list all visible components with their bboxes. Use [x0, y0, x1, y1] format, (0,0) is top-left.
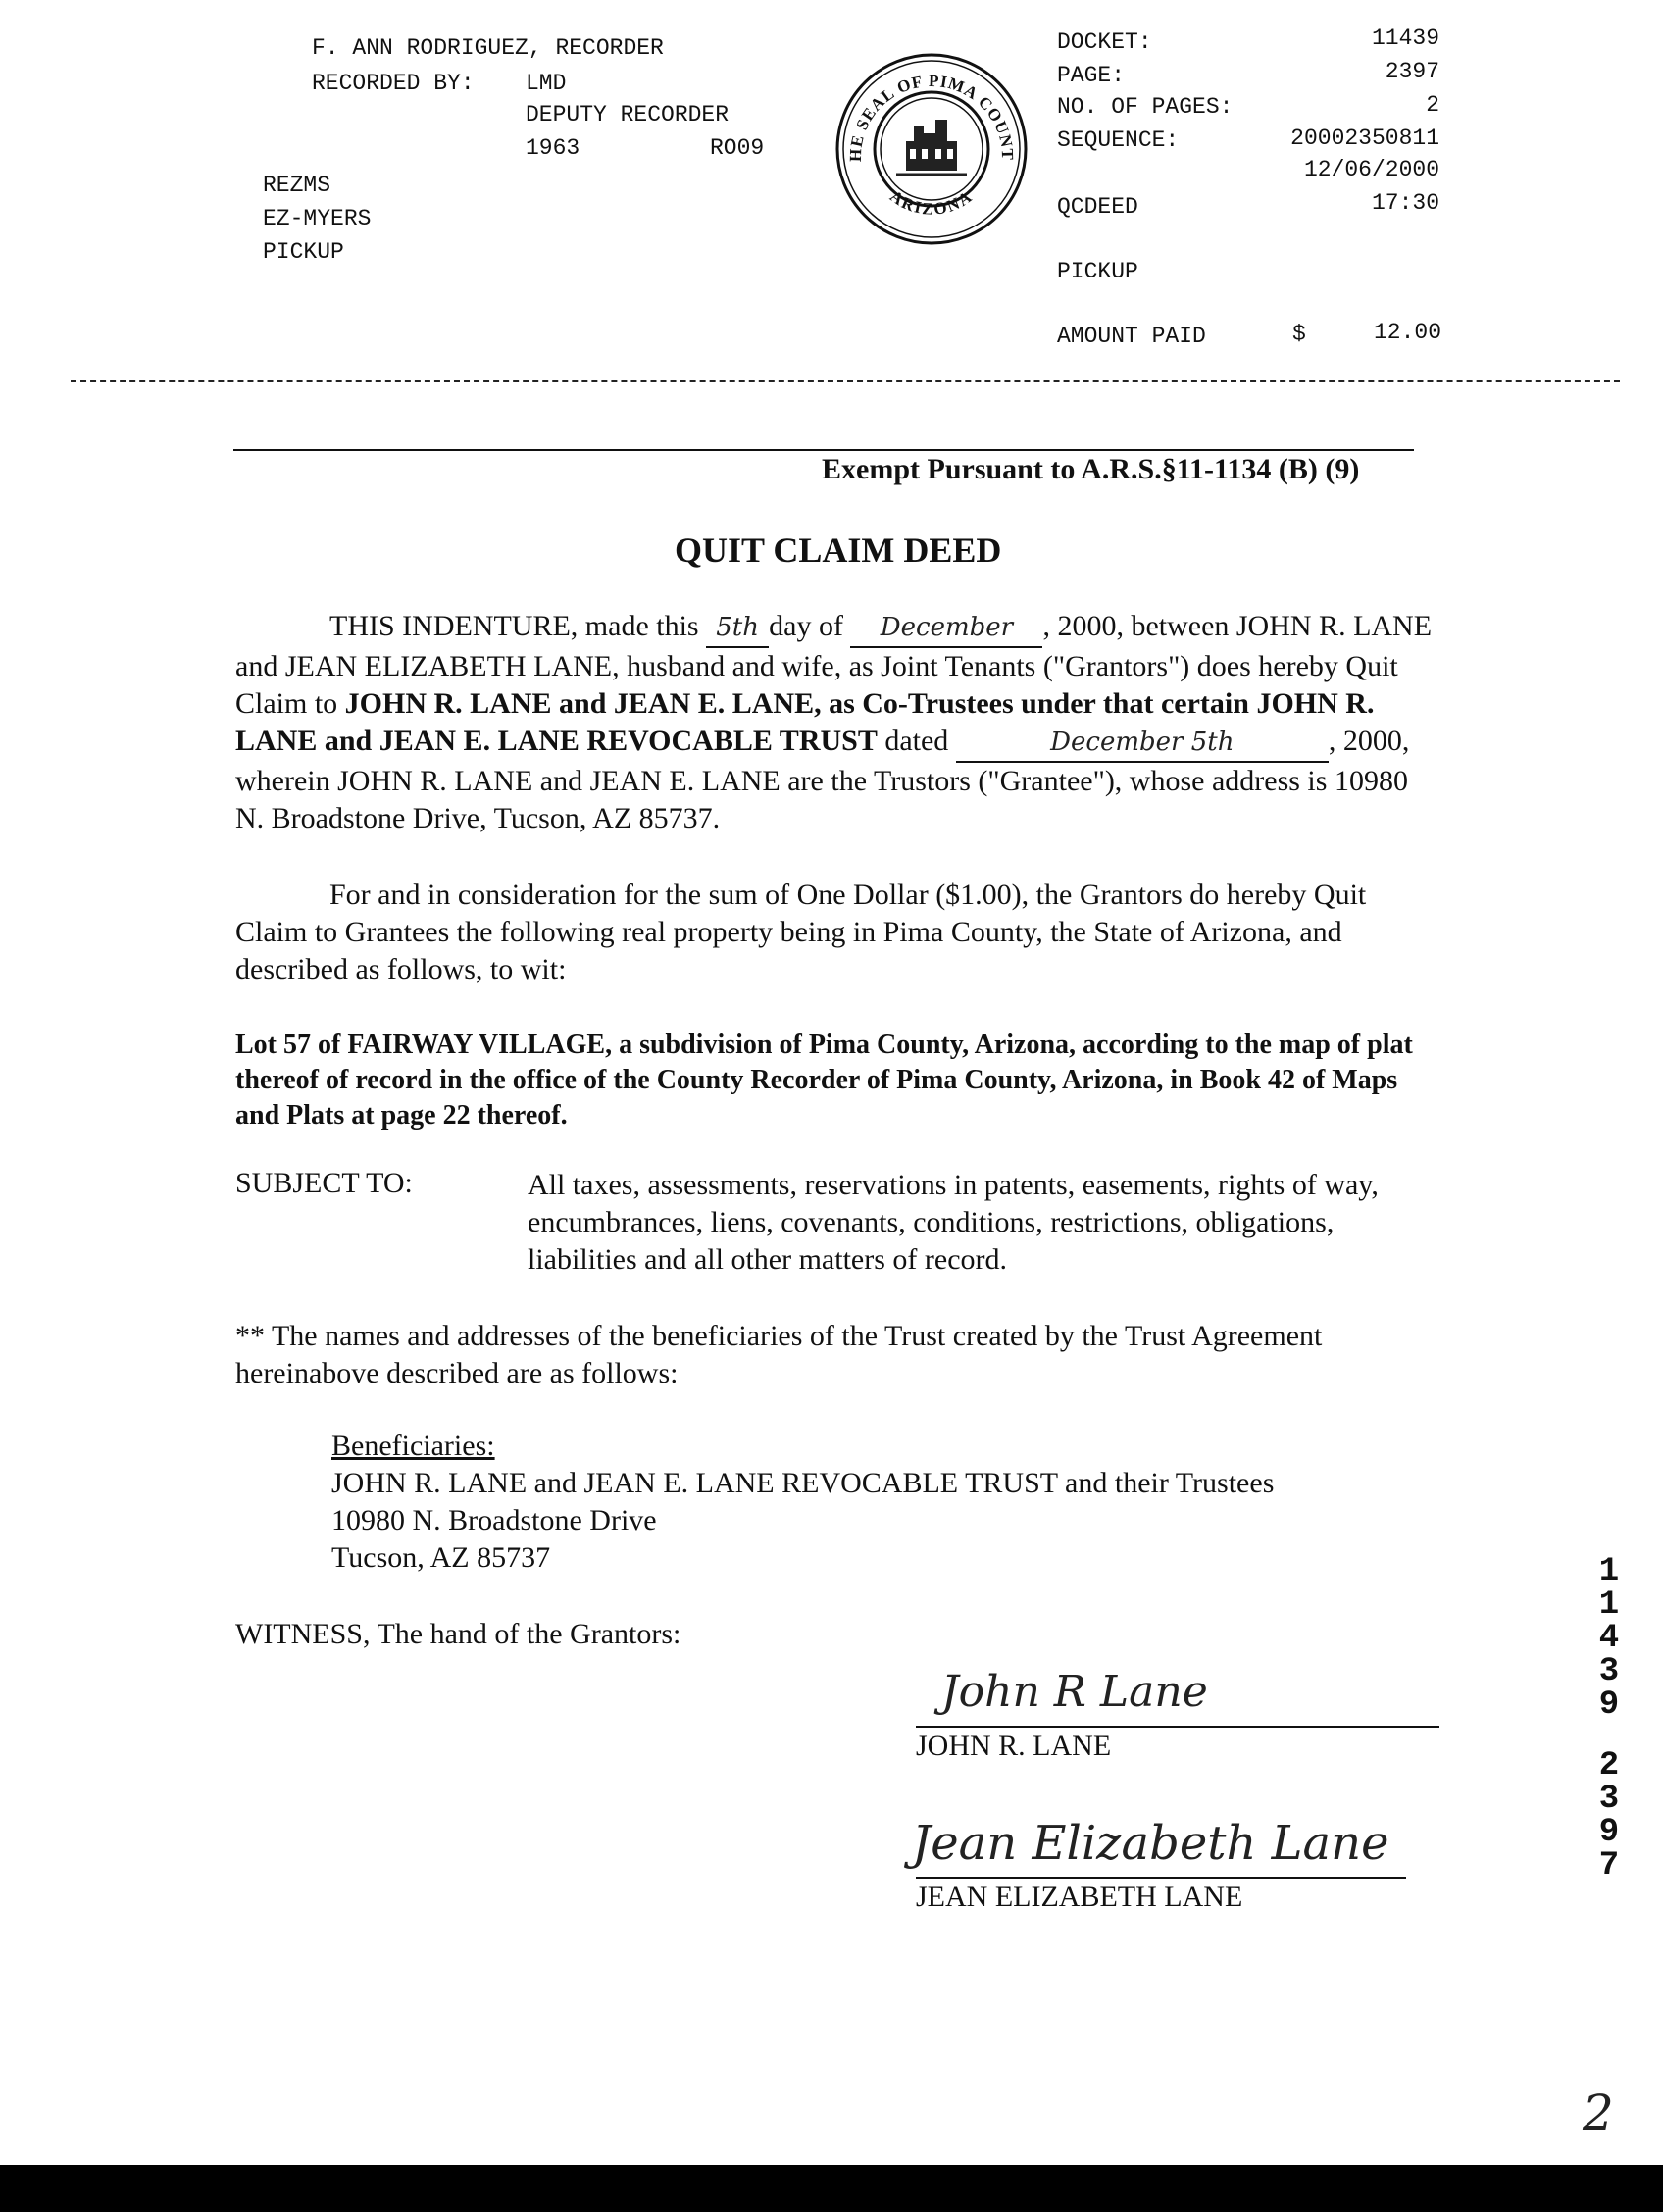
month-handwritten: December — [850, 609, 1042, 648]
recorded-by-value: LMD — [526, 71, 567, 96]
consideration-paragraph: For and in consideration for the sum of One Dollar ($1.00), the Grantors do hereby Quit Claim to Grantees the following real property being in Pima County, the State of Arizona, and described as follows, to wit: — [235, 879, 1367, 985]
deputy-code: RO09 — [710, 135, 765, 161]
recorded-by-label: RECORDED BY: — [312, 71, 475, 96]
indenture-text-5: , 2000, wherein JOHN R. LANE and JEAN E. LANE are the Trustors ("Grantee"), whose address is 10980 N. Broadstone Drive, Tucson, AZ 85737. — [235, 725, 1410, 834]
side-stamp-digit: 1 — [1598, 1553, 1620, 1590]
docket-value: 11439 — [1371, 25, 1439, 51]
indenture-paragraph — [235, 608, 1441, 837]
indenture-text-4: dated — [884, 725, 949, 757]
beneficiary-line-2: 10980 N. Broadstone Drive — [331, 1504, 657, 1536]
header-divider — [71, 380, 1620, 382]
sequence-label: SEQUENCE: — [1057, 127, 1180, 153]
beneficiaries-intro: ** The names and addresses of the beneficiaries of the Trust created by the Trust Agreement hereinabove described are as follows: — [235, 1320, 1323, 1389]
indenture-text-1: THIS INDENTURE, made this — [329, 610, 699, 642]
side-stamp-digit: 9 — [1598, 1814, 1620, 1851]
exempt-rule — [233, 449, 1414, 451]
deputy-number: 1963 — [526, 135, 580, 161]
left-line-1: REZMS — [263, 173, 331, 198]
grantee-bold: JOHN R. LANE and JEAN E. LANE, as Co-Trustees under that certain JOHN R. LANE and JEAN E. LANE REVOCABLE TRUST — [235, 687, 1375, 757]
signer-name-john: JOHN R. LANE — [916, 1730, 1112, 1762]
county-seal-graphic — [833, 51, 1030, 247]
sequence-value: 20002350811 — [1290, 126, 1439, 151]
seal-top-text: HE SEAL OF PIMA COUNT — [845, 71, 1018, 163]
page-mark: 2 — [1583, 2085, 1614, 2141]
left-line-2: EZ-MYERS — [263, 206, 372, 231]
side-stamp-digit: 4 — [1598, 1620, 1620, 1657]
exempt-notice: Exempt Pursuant to A.R.S.§11-1134 (B) (9) — [822, 453, 1360, 485]
record-time: 17:30 — [1371, 190, 1439, 216]
indenture-text-2: day of — [769, 610, 843, 642]
signer-name-jean: JEAN ELIZABETH LANE — [916, 1881, 1243, 1913]
deputy-recorder: DEPUTY RECORDER — [526, 102, 730, 127]
left-line-3: PICKUP — [263, 239, 344, 265]
document-title: QUIT CLAIM DEED — [675, 530, 1002, 570]
signature-line-john — [916, 1726, 1439, 1728]
subject-to-text: All taxes, assessments, reservations in patents, easements, rights of way, encumbrances, liens, covenants, conditions, restrictions, obligations, liabilities and all other matters of record. — [528, 1169, 1379, 1276]
amount-currency: $ — [1292, 322, 1306, 347]
subject-to-label: SUBJECT TO: — [235, 1167, 413, 1199]
page-label: PAGE: — [1057, 63, 1126, 88]
indenture-text-3: , 2000, between JOHN R. LANE and JEAN ELIZABETH LANE, husband and wife, as Joint Tenants ("Grantors") does hereby Quit Claim to — [235, 610, 1433, 720]
trust-date-handwritten: December 5th — [956, 724, 1329, 763]
signature-line-jean — [916, 1877, 1406, 1879]
signature-jean: Jean Elizabeth Lane — [912, 1816, 1389, 1871]
signature-john: John R Lane — [941, 1667, 1208, 1717]
side-stamp-digit: 3 — [1598, 1781, 1620, 1818]
legal-description: Lot 57 of FAIRWAY VILLAGE, a subdivision of Pima County, Arizona, according to the map of plat thereof of record in the office of the County Recorder of Pima County, Arizona, in Book 42 of Maps and Plats at page 22 thereof. — [235, 1030, 1413, 1131]
num-pages-value: 2 — [1426, 92, 1439, 118]
num-pages-label: NO. OF PAGES: — [1057, 94, 1234, 120]
county-seal — [833, 51, 1030, 247]
docket-label: DOCKET: — [1057, 29, 1152, 55]
side-stamp-digit: 3 — [1598, 1653, 1620, 1690]
scan-border — [0, 2165, 1663, 2212]
record-date: 12/06/2000 — [1303, 157, 1439, 182]
svg-text:ARIZONA — [886, 186, 977, 218]
page-value: 2397 — [1385, 59, 1439, 84]
seal-bottom-text: ARIZONA — [886, 186, 977, 219]
side-stamp-digit: 1 — [1598, 1586, 1620, 1624]
amount-paid-label: AMOUNT PAID — [1057, 324, 1206, 349]
day-handwritten: 5th — [706, 609, 769, 648]
beneficiary-line-1: JOHN R. LANE and JEAN E. LANE REVOCABLE TRUST and their Trustees — [331, 1467, 1275, 1499]
document-type: QCDEED — [1057, 194, 1138, 220]
recorder-name: F. ANN RODRIGUEZ, RECORDER — [312, 35, 664, 61]
beneficiaries-heading: Beneficiaries: — [331, 1430, 495, 1462]
witness-statement: WITNESS, The hand of the Grantors: — [235, 1618, 681, 1650]
side-stamp-digit: 9 — [1598, 1686, 1620, 1724]
side-stamp-digit: 7 — [1598, 1847, 1620, 1885]
beneficiary-line-3: Tucson, AZ 85737 — [331, 1541, 551, 1574]
pickup-label: PICKUP — [1057, 259, 1138, 284]
amount-paid-value: 12.00 — [1373, 320, 1441, 345]
side-stamp-digit: 2 — [1598, 1747, 1620, 1785]
